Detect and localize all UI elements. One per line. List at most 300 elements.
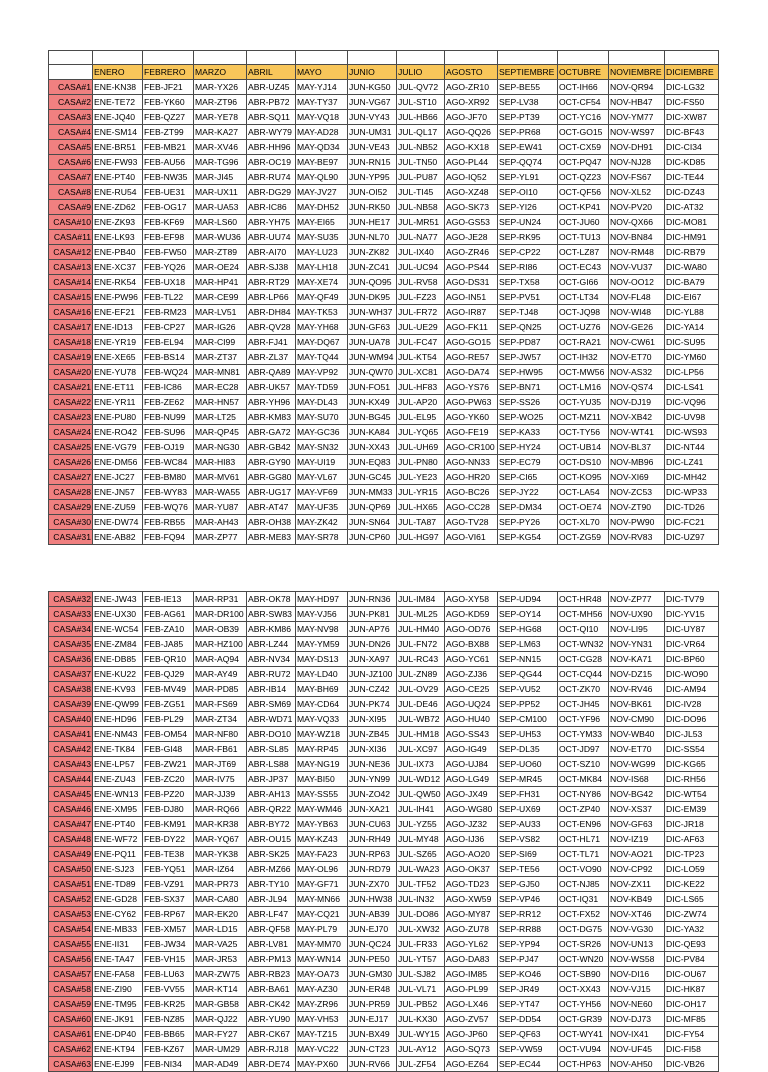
code-cell[interactable]: SEP-EC44 — [498, 1057, 558, 1072]
code-cell[interactable]: ABR-QV28 — [247, 320, 296, 335]
code-cell[interactable]: AGO-KD59 — [445, 607, 498, 622]
code-cell[interactable]: SEP-RK95 — [498, 230, 558, 245]
code-cell[interactable]: SEP-VS82 — [498, 832, 558, 847]
code-cell[interactable]: ENE-JC27 — [93, 470, 143, 485]
code-cell[interactable]: ABR-RU72 — [247, 667, 296, 682]
code-cell[interactable]: MAR-JI45 — [194, 170, 247, 185]
code-cell[interactable]: FEB-SU96 — [143, 425, 194, 440]
code-cell[interactable]: MAR-HP41 — [194, 275, 247, 290]
code-cell[interactable]: DIC-IV28 — [665, 697, 719, 712]
code-cell[interactable]: DIC-HM91 — [665, 230, 719, 245]
empty-cell[interactable] — [397, 51, 445, 65]
code-cell[interactable]: FEB-UX18 — [143, 275, 194, 290]
code-cell[interactable]: ABR-YH96 — [247, 395, 296, 410]
code-cell[interactable]: FEB-GI48 — [143, 742, 194, 757]
code-cell[interactable]: ENE-DM56 — [93, 455, 143, 470]
code-cell[interactable]: ENE-ZK93 — [93, 215, 143, 230]
code-cell[interactable]: JUL-WB72 — [397, 712, 445, 727]
code-cell[interactable]: AGO-CE25 — [445, 682, 498, 697]
code-cell[interactable]: JUN-HE17 — [348, 215, 397, 230]
code-cell[interactable]: JUN-EQ83 — [348, 455, 397, 470]
code-cell[interactable]: JUN-UM31 — [348, 125, 397, 140]
code-cell[interactable]: SEP-RR12 — [498, 907, 558, 922]
house-label-cell[interactable]: CASA#50 — [49, 862, 93, 877]
code-cell[interactable]: JUL-TF52 — [397, 877, 445, 892]
code-cell[interactable]: MAR-LD15 — [194, 922, 247, 937]
code-cell[interactable]: MAY-BE97 — [296, 155, 348, 170]
code-cell[interactable]: MAR-CE99 — [194, 290, 247, 305]
code-cell[interactable]: DIC-VQ96 — [665, 395, 719, 410]
code-cell[interactable]: MAR-YK38 — [194, 847, 247, 862]
code-cell[interactable]: AGO-HR20 — [445, 470, 498, 485]
code-cell[interactable]: MAR-JT69 — [194, 757, 247, 772]
code-cell[interactable]: FEB-OJ19 — [143, 440, 194, 455]
code-cell[interactable]: SEP-UX69 — [498, 802, 558, 817]
code-cell[interactable]: SEP-FH31 — [498, 787, 558, 802]
code-cell[interactable]: MAR-EK20 — [194, 907, 247, 922]
code-cell[interactable]: MAY-HD97 — [296, 592, 348, 607]
code-cell[interactable]: FEB-YQ51 — [143, 862, 194, 877]
code-cell[interactable]: JUL-QW50 — [397, 787, 445, 802]
code-cell[interactable]: SEP-YP94 — [498, 937, 558, 952]
code-cell[interactable]: SEP-YT47 — [498, 997, 558, 1012]
code-cell[interactable]: DIC-KE22 — [665, 877, 719, 892]
code-cell[interactable]: FEB-NI34 — [143, 1057, 194, 1072]
code-cell[interactable]: MAY-OA73 — [296, 967, 348, 982]
code-cell[interactable]: OCT-JU60 — [558, 215, 609, 230]
code-cell[interactable]: JUL-TN50 — [397, 155, 445, 170]
code-cell[interactable]: JUN-AP76 — [348, 622, 397, 637]
code-cell[interactable]: ABR-AT47 — [247, 500, 296, 515]
code-cell[interactable]: ABR-UG17 — [247, 485, 296, 500]
code-cell[interactable]: MAY-UF35 — [296, 500, 348, 515]
code-cell[interactable]: MAR-OB39 — [194, 622, 247, 637]
code-cell[interactable]: OCT-IQ31 — [558, 892, 609, 907]
code-cell[interactable]: OCT-ZK70 — [558, 682, 609, 697]
code-cell[interactable]: NOV-BK61 — [609, 697, 665, 712]
code-cell[interactable]: MAR-KA27 — [194, 125, 247, 140]
code-cell[interactable]: FEB-WQ24 — [143, 365, 194, 380]
code-cell[interactable]: MAR-XV46 — [194, 140, 247, 155]
house-label-cell[interactable]: CASA#9 — [49, 200, 93, 215]
code-cell[interactable]: JUL-QV72 — [397, 80, 445, 95]
code-cell[interactable]: OCT-WN20 — [558, 952, 609, 967]
code-cell[interactable]: MAY-VF69 — [296, 485, 348, 500]
code-cell[interactable]: ABR-QA89 — [247, 365, 296, 380]
code-cell[interactable]: FEB-YK60 — [143, 95, 194, 110]
code-cell[interactable]: DIC-AT32 — [665, 200, 719, 215]
code-cell[interactable]: SEP-LV38 — [498, 95, 558, 110]
code-cell[interactable]: JUN-VY43 — [348, 110, 397, 125]
code-cell[interactable]: MAR-YE78 — [194, 110, 247, 125]
code-cell[interactable]: AGO-QQ26 — [445, 125, 498, 140]
code-cell[interactable]: JUL-FR72 — [397, 305, 445, 320]
house-label-cell[interactable]: CASA#41 — [49, 727, 93, 742]
code-cell[interactable]: OCT-YU35 — [558, 395, 609, 410]
code-cell[interactable]: NOV-XI69 — [609, 470, 665, 485]
code-cell[interactable]: JUL-YZ55 — [397, 817, 445, 832]
code-cell[interactable]: OCT-NY86 — [558, 787, 609, 802]
code-cell[interactable]: OCT-MZ11 — [558, 410, 609, 425]
house-label-cell[interactable]: CASA#32 — [49, 592, 93, 607]
code-cell[interactable]: MAY-NG19 — [296, 757, 348, 772]
code-cell[interactable]: ENE-LP57 — [93, 757, 143, 772]
code-cell[interactable]: ENE-TK84 — [93, 742, 143, 757]
house-label-cell[interactable]: CASA#27 — [49, 470, 93, 485]
code-cell[interactable]: ENE-WN13 — [93, 787, 143, 802]
house-label-cell[interactable]: CASA#25 — [49, 440, 93, 455]
code-cell[interactable]: ENE-HD96 — [93, 712, 143, 727]
code-cell[interactable]: OCT-CF54 — [558, 95, 609, 110]
code-cell[interactable]: ABR-LF47 — [247, 907, 296, 922]
empty-cell[interactable] — [296, 51, 348, 65]
code-cell[interactable]: SEP-AU33 — [498, 817, 558, 832]
code-cell[interactable]: ABR-GY90 — [247, 455, 296, 470]
code-cell[interactable]: SEP-JW57 — [498, 350, 558, 365]
code-cell[interactable]: JUN-NL70 — [348, 230, 397, 245]
code-cell[interactable]: OCT-MH56 — [558, 607, 609, 622]
code-cell[interactable]: DIC-XW87 — [665, 110, 719, 125]
code-cell[interactable]: DIC-AF63 — [665, 832, 719, 847]
code-cell[interactable]: JUN-RK50 — [348, 200, 397, 215]
code-cell[interactable]: ENE-WC54 — [93, 622, 143, 637]
code-cell[interactable]: AGO-YK60 — [445, 410, 498, 425]
code-cell[interactable]: ABR-AI70 — [247, 245, 296, 260]
code-cell[interactable]: OCT-UZ76 — [558, 320, 609, 335]
code-cell[interactable]: ENE-FA58 — [93, 967, 143, 982]
code-cell[interactable]: DIC-KG65 — [665, 757, 719, 772]
house-label-cell[interactable]: CASA#33 — [49, 607, 93, 622]
code-cell[interactable]: JUL-RV58 — [397, 275, 445, 290]
code-cell[interactable]: ENE-DW74 — [93, 515, 143, 530]
code-cell[interactable]: JUN-GC45 — [348, 470, 397, 485]
code-cell[interactable]: OCT-UB14 — [558, 440, 609, 455]
code-cell[interactable]: OCT-TL71 — [558, 847, 609, 862]
code-cell[interactable]: MAR-KT14 — [194, 982, 247, 997]
code-cell[interactable]: DIC-LP56 — [665, 365, 719, 380]
code-cell[interactable]: ABR-PB72 — [247, 95, 296, 110]
code-cell[interactable]: ABR-UK57 — [247, 380, 296, 395]
code-cell[interactable]: ENE-PT40 — [93, 817, 143, 832]
code-cell[interactable]: MAR-NG30 — [194, 440, 247, 455]
code-cell[interactable]: SEP-VP46 — [498, 892, 558, 907]
house-label-cell[interactable]: CASA#8 — [49, 185, 93, 200]
code-cell[interactable]: MAR-WU36 — [194, 230, 247, 245]
code-cell[interactable]: JUL-FZ23 — [397, 290, 445, 305]
code-cell[interactable]: AGO-VI61 — [445, 530, 498, 545]
house-label-cell[interactable]: CASA#49 — [49, 847, 93, 862]
code-cell[interactable]: SEP-CI65 — [498, 470, 558, 485]
code-cell[interactable]: MAR-LS60 — [194, 215, 247, 230]
code-cell[interactable]: AGO-TV28 — [445, 515, 498, 530]
code-cell[interactable]: ENE-EJ99 — [93, 1057, 143, 1072]
code-cell[interactable]: DIC-TV79 — [665, 592, 719, 607]
code-cell[interactable]: OCT-LT34 — [558, 290, 609, 305]
code-cell[interactable]: AGO-RE57 — [445, 350, 498, 365]
code-cell[interactable]: MAR-VA25 — [194, 937, 247, 952]
code-cell[interactable]: FEB-EF98 — [143, 230, 194, 245]
code-cell[interactable]: ABR-DO10 — [247, 727, 296, 742]
code-cell[interactable]: NOV-VU37 — [609, 260, 665, 275]
code-cell[interactable]: ENE-AB82 — [93, 530, 143, 545]
code-cell[interactable]: ABR-SW83 — [247, 607, 296, 622]
code-cell[interactable]: MAY-TD59 — [296, 380, 348, 395]
code-cell[interactable]: JUL-IH41 — [397, 802, 445, 817]
code-cell[interactable]: ENE-NM43 — [93, 727, 143, 742]
empty-cell[interactable] — [93, 51, 143, 65]
code-cell[interactable]: DIC-HK87 — [665, 982, 719, 997]
code-cell[interactable]: AGO-EZ64 — [445, 1057, 498, 1072]
code-cell[interactable]: MAY-VJ56 — [296, 607, 348, 622]
code-cell[interactable]: MAY-OL96 — [296, 862, 348, 877]
code-cell[interactable]: SEP-WO25 — [498, 410, 558, 425]
code-cell[interactable]: DIC-TP23 — [665, 847, 719, 862]
code-cell[interactable]: DIC-SS54 — [665, 742, 719, 757]
code-cell[interactable]: JUL-SZ65 — [397, 847, 445, 862]
code-cell[interactable]: FEB-IE13 — [143, 592, 194, 607]
house-label-cell[interactable]: CASA#20 — [49, 365, 93, 380]
code-cell[interactable]: MAR-PR73 — [194, 877, 247, 892]
code-cell[interactable]: NOV-CP92 — [609, 862, 665, 877]
code-cell[interactable]: JUN-XA21 — [348, 802, 397, 817]
code-cell[interactable]: NOV-AO21 — [609, 847, 665, 862]
code-cell[interactable]: JUN-VE43 — [348, 140, 397, 155]
code-cell[interactable]: NOV-GE26 — [609, 320, 665, 335]
house-label-cell[interactable]: CASA#36 — [49, 652, 93, 667]
code-cell[interactable]: NOV-DJ73 — [609, 1012, 665, 1027]
code-cell[interactable]: FEB-VZ91 — [143, 877, 194, 892]
code-cell[interactable]: MAY-GF71 — [296, 877, 348, 892]
code-cell[interactable]: JUL-MR51 — [397, 215, 445, 230]
code-cell[interactable]: JUN-PK81 — [348, 607, 397, 622]
code-cell[interactable]: DIC-VB26 — [665, 1057, 719, 1072]
code-cell[interactable]: DIC-YV15 — [665, 607, 719, 622]
code-cell[interactable]: OCT-IH66 — [558, 80, 609, 95]
code-cell[interactable]: SEP-QN25 — [498, 320, 558, 335]
code-cell[interactable]: MAY-VL67 — [296, 470, 348, 485]
code-cell[interactable]: ABR-SK25 — [247, 847, 296, 862]
code-cell[interactable]: MAY-SN32 — [296, 440, 348, 455]
code-cell[interactable]: AGO-IR87 — [445, 305, 498, 320]
code-cell[interactable]: ABR-SM69 — [247, 697, 296, 712]
code-cell[interactable]: JUL-FR33 — [397, 937, 445, 952]
code-cell[interactable]: MAR-NF80 — [194, 727, 247, 742]
code-cell[interactable]: OCT-SZ10 — [558, 757, 609, 772]
code-cell[interactable]: JUN-RV66 — [348, 1057, 397, 1072]
code-cell[interactable]: SEP-QQ74 — [498, 155, 558, 170]
code-cell[interactable]: AGO-IG49 — [445, 742, 498, 757]
code-cell[interactable]: NOV-BL37 — [609, 440, 665, 455]
code-cell[interactable]: MAR-DR100 — [194, 607, 247, 622]
code-cell[interactable]: ENE-PQ11 — [93, 847, 143, 862]
code-cell[interactable]: ABR-TY10 — [247, 877, 296, 892]
code-cell[interactable]: JUN-FO51 — [348, 380, 397, 395]
code-cell[interactable]: DIC-WA80 — [665, 260, 719, 275]
code-cell[interactable]: SEP-UO60 — [498, 757, 558, 772]
code-cell[interactable]: MAY-QD34 — [296, 140, 348, 155]
code-cell[interactable]: MAY-VQ18 — [296, 110, 348, 125]
house-label-cell[interactable]: CASA#23 — [49, 410, 93, 425]
code-cell[interactable]: DIC-RB79 — [665, 245, 719, 260]
code-cell[interactable]: JUL-ST10 — [397, 95, 445, 110]
month-header-cell[interactable]: OCTUBRE — [558, 65, 609, 80]
code-cell[interactable]: ABR-LZ44 — [247, 637, 296, 652]
code-cell[interactable]: DIC-YM60 — [665, 350, 719, 365]
code-cell[interactable]: NOV-UX90 — [609, 607, 665, 622]
empty-cell[interactable] — [445, 51, 498, 65]
code-cell[interactable]: SEP-PY26 — [498, 515, 558, 530]
code-cell[interactable]: FEB-DJ80 — [143, 802, 194, 817]
code-cell[interactable]: JUL-IM84 — [397, 592, 445, 607]
code-cell[interactable]: OCT-QI10 — [558, 622, 609, 637]
code-cell[interactable]: NOV-QR94 — [609, 80, 665, 95]
empty-cell[interactable] — [498, 51, 558, 65]
code-cell[interactable]: OCT-LZ87 — [558, 245, 609, 260]
code-cell[interactable]: DIC-LS65 — [665, 892, 719, 907]
code-cell[interactable]: JUL-XC97 — [397, 742, 445, 757]
code-cell[interactable]: ENE-ZU59 — [93, 500, 143, 515]
code-cell[interactable]: ENE-XM95 — [93, 802, 143, 817]
code-cell[interactable]: DIC-QE93 — [665, 937, 719, 952]
code-cell[interactable]: MAY-CQ21 — [296, 907, 348, 922]
code-cell[interactable]: AGO-ZR46 — [445, 245, 498, 260]
code-cell[interactable]: FEB-IC86 — [143, 380, 194, 395]
code-cell[interactable]: ENE-DB85 — [93, 652, 143, 667]
code-cell[interactable]: JUL-NB52 — [397, 140, 445, 155]
month-header-cell[interactable]: DICIEMBRE — [665, 65, 719, 80]
code-cell[interactable]: JUL-IN32 — [397, 892, 445, 907]
code-cell[interactable]: AGO-ZV57 — [445, 1012, 498, 1027]
code-cell[interactable]: ENE-RK54 — [93, 275, 143, 290]
code-cell[interactable]: DIC-UZ97 — [665, 530, 719, 545]
code-cell[interactable]: AGO-ZJ36 — [445, 667, 498, 682]
code-cell[interactable]: DIC-FI58 — [665, 1042, 719, 1057]
code-cell[interactable]: ABR-KM86 — [247, 622, 296, 637]
code-cell[interactable]: OCT-MK84 — [558, 772, 609, 787]
code-cell[interactable]: FEB-RP67 — [143, 907, 194, 922]
code-cell[interactable]: OCT-XL70 — [558, 515, 609, 530]
house-label-cell[interactable]: CASA#12 — [49, 245, 93, 260]
code-cell[interactable]: OCT-EN96 — [558, 817, 609, 832]
code-cell[interactable]: AGO-OK37 — [445, 862, 498, 877]
empty-cell[interactable] — [247, 51, 296, 65]
code-cell[interactable]: NOV-RV46 — [609, 682, 665, 697]
code-cell[interactable]: MAY-TK53 — [296, 305, 348, 320]
house-label-cell[interactable]: CASA#56 — [49, 952, 93, 967]
house-label-cell[interactable]: CASA#30 — [49, 515, 93, 530]
code-cell[interactable]: AGO-UJ84 — [445, 757, 498, 772]
code-cell[interactable]: MAY-BH69 — [296, 682, 348, 697]
code-cell[interactable]: NOV-NJ28 — [609, 155, 665, 170]
code-cell[interactable]: JUN-SN64 — [348, 515, 397, 530]
code-cell[interactable]: MAR-IV75 — [194, 772, 247, 787]
code-cell[interactable]: JUN-ZB45 — [348, 727, 397, 742]
code-cell[interactable]: DIC-FS50 — [665, 95, 719, 110]
code-cell[interactable]: MAY-ZK42 — [296, 515, 348, 530]
house-label-cell[interactable]: CASA#39 — [49, 697, 93, 712]
code-cell[interactable]: NOV-DI16 — [609, 967, 665, 982]
code-cell[interactable]: NOV-IZ19 — [609, 832, 665, 847]
code-cell[interactable]: JUN-RN15 — [348, 155, 397, 170]
code-cell[interactable]: MAR-UM29 — [194, 1042, 247, 1057]
code-cell[interactable]: JUN-CP60 — [348, 530, 397, 545]
code-cell[interactable]: DIC-TD26 — [665, 500, 719, 515]
code-cell[interactable]: JUN-WH37 — [348, 305, 397, 320]
code-cell[interactable]: ABR-LP66 — [247, 290, 296, 305]
house-label-cell[interactable]: CASA#17 — [49, 320, 93, 335]
house-label-cell[interactable]: CASA#40 — [49, 712, 93, 727]
code-cell[interactable]: AGO-CC28 — [445, 500, 498, 515]
code-cell[interactable]: MAR-HZ100 — [194, 637, 247, 652]
code-cell[interactable]: JUN-KX49 — [348, 395, 397, 410]
code-cell[interactable]: MAY-WN14 — [296, 952, 348, 967]
code-cell[interactable]: OCT-CG28 — [558, 652, 609, 667]
code-cell[interactable]: JUN-CZ42 — [348, 682, 397, 697]
code-cell[interactable]: JUN-GF63 — [348, 320, 397, 335]
code-cell[interactable]: NOV-WT41 — [609, 425, 665, 440]
code-cell[interactable]: AGO-LX46 — [445, 997, 498, 1012]
code-cell[interactable]: SEP-PD87 — [498, 335, 558, 350]
code-cell[interactable]: OCT-DG75 — [558, 922, 609, 937]
code-cell[interactable]: ENE-ZD62 — [93, 200, 143, 215]
code-cell[interactable]: NOV-IX41 — [609, 1027, 665, 1042]
code-cell[interactable]: JUL-HX65 — [397, 500, 445, 515]
code-cell[interactable]: DIC-BF43 — [665, 125, 719, 140]
code-cell[interactable]: MAR-QP45 — [194, 425, 247, 440]
code-cell[interactable]: ENE-TM95 — [93, 997, 143, 1012]
code-cell[interactable]: ENE-UX30 — [93, 607, 143, 622]
code-cell[interactable]: MAY-TQ44 — [296, 350, 348, 365]
code-cell[interactable]: DIC-YA32 — [665, 922, 719, 937]
code-cell[interactable]: SEP-KO46 — [498, 967, 558, 982]
code-cell[interactable]: MAY-AD28 — [296, 125, 348, 140]
code-cell[interactable]: MAY-MN66 — [296, 892, 348, 907]
code-cell[interactable]: AGO-PL99 — [445, 982, 498, 997]
code-cell[interactable]: JUN-YN99 — [348, 772, 397, 787]
code-cell[interactable]: JUL-KT54 — [397, 350, 445, 365]
code-cell[interactable]: MAY-TZ15 — [296, 1027, 348, 1042]
code-cell[interactable]: AGO-YC61 — [445, 652, 498, 667]
code-cell[interactable]: NOV-DZ15 — [609, 667, 665, 682]
code-cell[interactable]: ABR-RU74 — [247, 170, 296, 185]
code-cell[interactable]: AGO-DA74 — [445, 365, 498, 380]
code-cell[interactable]: FEB-AU56 — [143, 155, 194, 170]
code-cell[interactable]: ENE-RU54 — [93, 185, 143, 200]
house-label-cell[interactable]: CASA#11 — [49, 230, 93, 245]
house-label-cell[interactable]: CASA#29 — [49, 500, 93, 515]
code-cell[interactable]: NOV-ZX11 — [609, 877, 665, 892]
house-label-cell[interactable]: CASA#18 — [49, 335, 93, 350]
code-cell[interactable]: MAR-MV61 — [194, 470, 247, 485]
code-cell[interactable]: MAY-SU35 — [296, 230, 348, 245]
month-header-cell[interactable]: MARZO — [194, 65, 247, 80]
code-cell[interactable]: JUL-HM18 — [397, 727, 445, 742]
code-cell[interactable]: SEP-YL91 — [498, 170, 558, 185]
code-cell[interactable]: NOV-XB42 — [609, 410, 665, 425]
code-cell[interactable]: MAY-RP45 — [296, 742, 348, 757]
code-cell[interactable]: ENE-EF21 — [93, 305, 143, 320]
code-cell[interactable]: AGO-JZ32 — [445, 817, 498, 832]
code-cell[interactable]: NOV-QX66 — [609, 215, 665, 230]
code-cell[interactable]: FEB-SX37 — [143, 892, 194, 907]
code-cell[interactable]: MAY-QF49 — [296, 290, 348, 305]
code-cell[interactable]: ENE-TD89 — [93, 877, 143, 892]
code-cell[interactable]: FEB-BB65 — [143, 1027, 194, 1042]
code-cell[interactable]: MAR-ZP77 — [194, 530, 247, 545]
code-cell[interactable]: JUL-XW32 — [397, 922, 445, 937]
code-cell[interactable]: ENE-ZU43 — [93, 772, 143, 787]
code-cell[interactable]: MAR-PD85 — [194, 682, 247, 697]
